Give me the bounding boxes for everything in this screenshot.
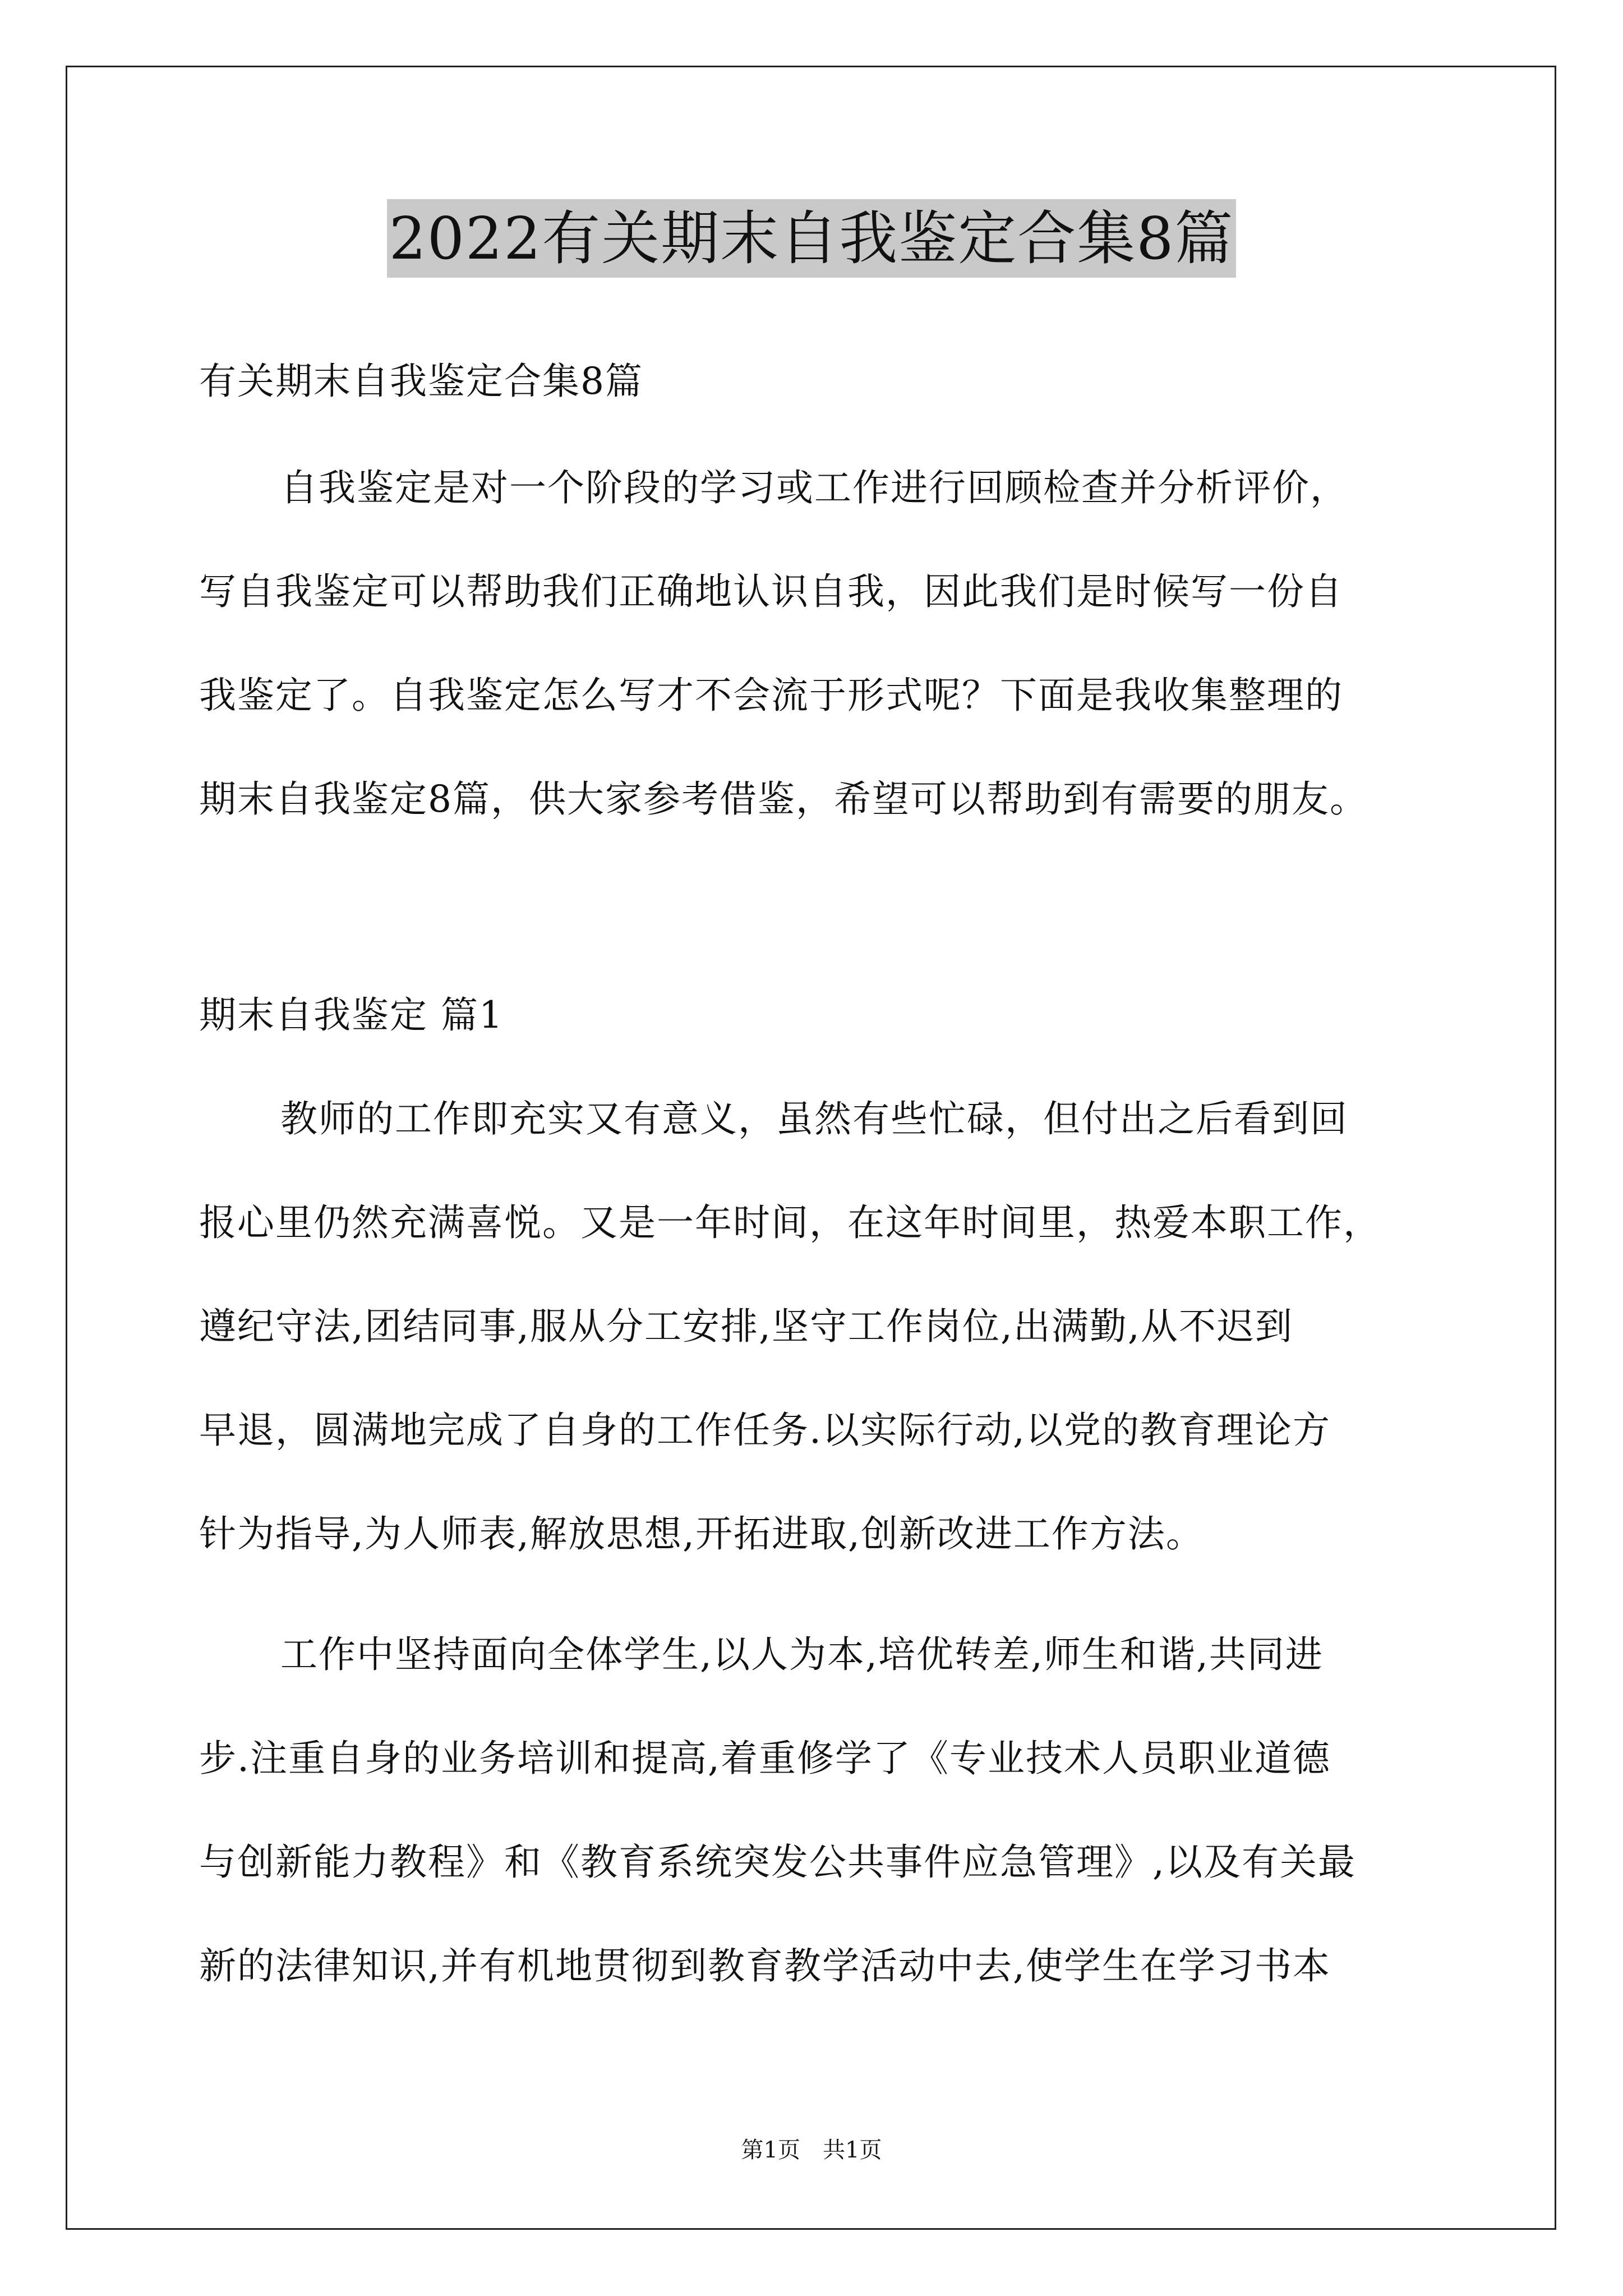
page-total: 共1页: [823, 2137, 882, 2163]
paragraph1-line-2: 报心里仍然充满喜悦。又是一年时间，在这年时间里，热爱本职工作，: [199, 1201, 1381, 1244]
section-heading: 期末自我鉴定 篇1: [199, 993, 504, 1037]
document-title: 2022有关期末自我鉴定合集8篇: [387, 199, 1237, 278]
paragraph2-line-4: 新的法律知识,并有机地贯彻到教育教学活动中去,使学生在学习书本: [199, 1944, 1331, 1987]
intro-line-2: 写自我鉴定可以帮助我们正确地认识自我，因此我们是时候写一份自: [199, 570, 1343, 613]
intro-line-1: 自我鉴定是对一个阶段的学习或工作进行回顾检查并分析评价，: [280, 466, 1348, 509]
paragraph2-line-1: 工作中坚持面向全体学生,以人为本,培优转差,师生和谐,共同进: [280, 1633, 1324, 1676]
page-footer: [0, 2136, 1623, 2164]
intro-line-4: 期末自我鉴定8篇，供大家参考借鉴，希望可以帮助到有需要的朋友。: [199, 777, 1368, 821]
paragraph1-line-3: 遵纪守法,团结同事,服从分工安排,坚守工作岗位,出满勤,从不迟到: [199, 1305, 1293, 1348]
paragraph2-line-2: 步.注重自身的业务培训和提高,着重修学了《专业技术人员职业道德: [199, 1737, 1331, 1780]
document-subtitle: 有关期末自我鉴定合集8篇: [199, 360, 643, 403]
paragraph1-line-4: 早退，圆满地完成了自身的工作任务.以实际行动,以党的教育理论方: [199, 1409, 1331, 1452]
page-number: 第1页: [741, 2137, 800, 2163]
paragraph1-line-5: 针为指导,为人师表,解放思想,开拓进取,创新改进工作方法。: [199, 1512, 1204, 1556]
title-container: [0, 199, 1623, 278]
intro-line-3: 我鉴定了。自我鉴定怎么写才不会流于形式呢？下面是我收集整理的: [199, 674, 1343, 717]
paragraph2-line-3: 与创新能力教程》和《教育系统突发公共事件应急管理》,以及有关最: [199, 1841, 1356, 1884]
paragraph1-line-1: 教师的工作即充实又有意义，虽然有些忙碌，但付出之后看到回: [280, 1097, 1348, 1140]
